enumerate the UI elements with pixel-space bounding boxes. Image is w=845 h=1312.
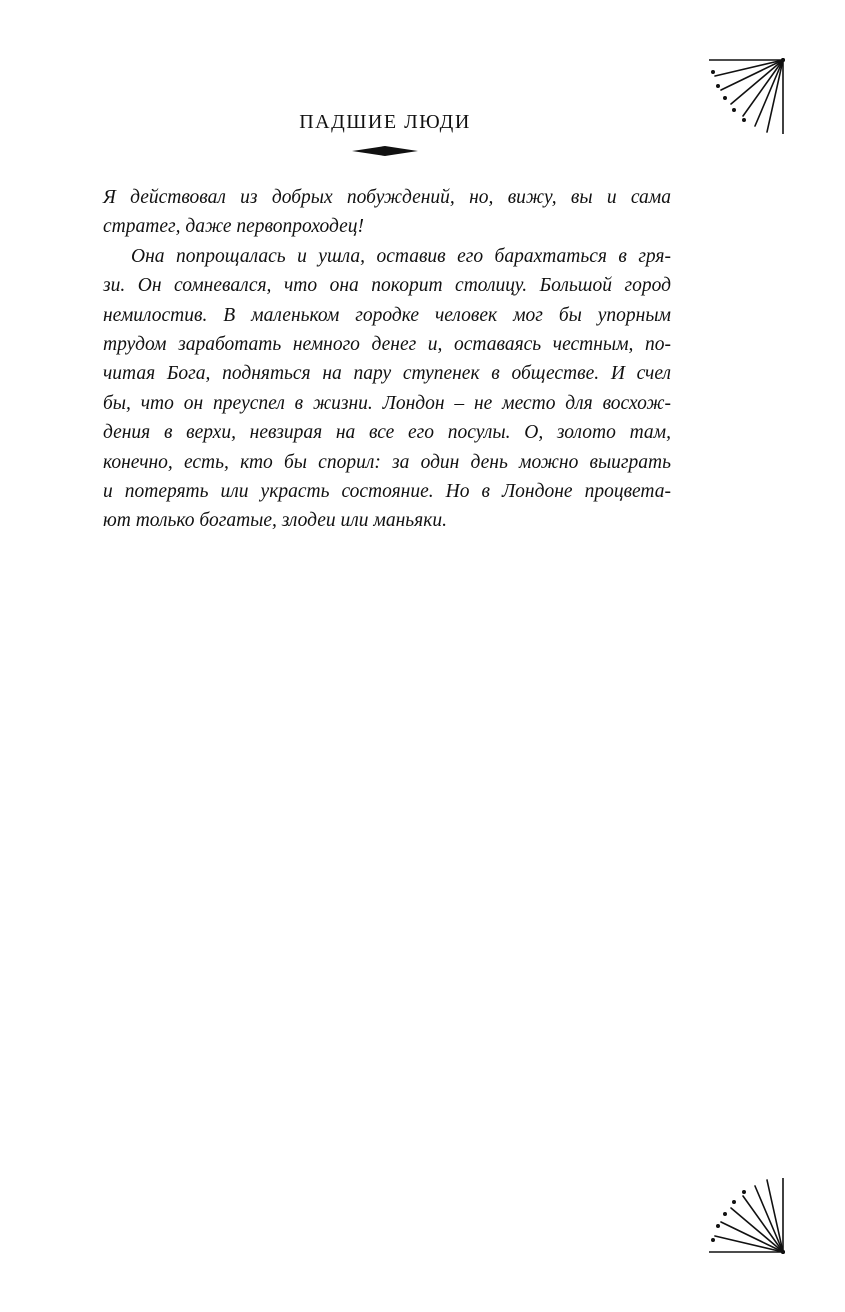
text-line: дения в верхи, невзирая на все его посулы. О, золото там,: [103, 422, 671, 444]
text-line: конечно, есть, кто бы спорил: за один день можно выиграть: [103, 451, 671, 473]
text-line: трудом заработать немного денег и, оставаясь честным, по-: [103, 333, 671, 355]
text-line: Она попрощалась и ушла, оставив его барахтаться в гря-: [131, 245, 671, 267]
text-line: ют только богатые, злодеи или маньяки.: [103, 510, 447, 532]
text-line: стратег, даже первопроходец!: [103, 216, 364, 238]
running-head: ПАДШИЕ ЛЮДИ: [299, 111, 471, 133]
text-line: бы, что он преуспел в жизни. Лондон – не место для восхож-: [103, 392, 671, 414]
text-line: Я действовал из добрых побуждений, но, вижу, вы и сама: [103, 187, 671, 208]
bottom-corner-sunburst-icon: [709, 1178, 785, 1254]
text-line: и потерять или украсть состояние. Но в Лондоне процвета-: [103, 480, 671, 502]
text-line: немилостив. В маленьком городке человек мог бы упорным: [103, 304, 671, 326]
diamond-rule-icon: [352, 146, 418, 156]
body-text: [103, 183, 671, 536]
text-line: читая Бога, подняться на пару ступенек в обществе. И счел: [103, 363, 671, 385]
text-line: зи. Он сомневался, что она покорит столицу. Большой город: [103, 275, 671, 297]
